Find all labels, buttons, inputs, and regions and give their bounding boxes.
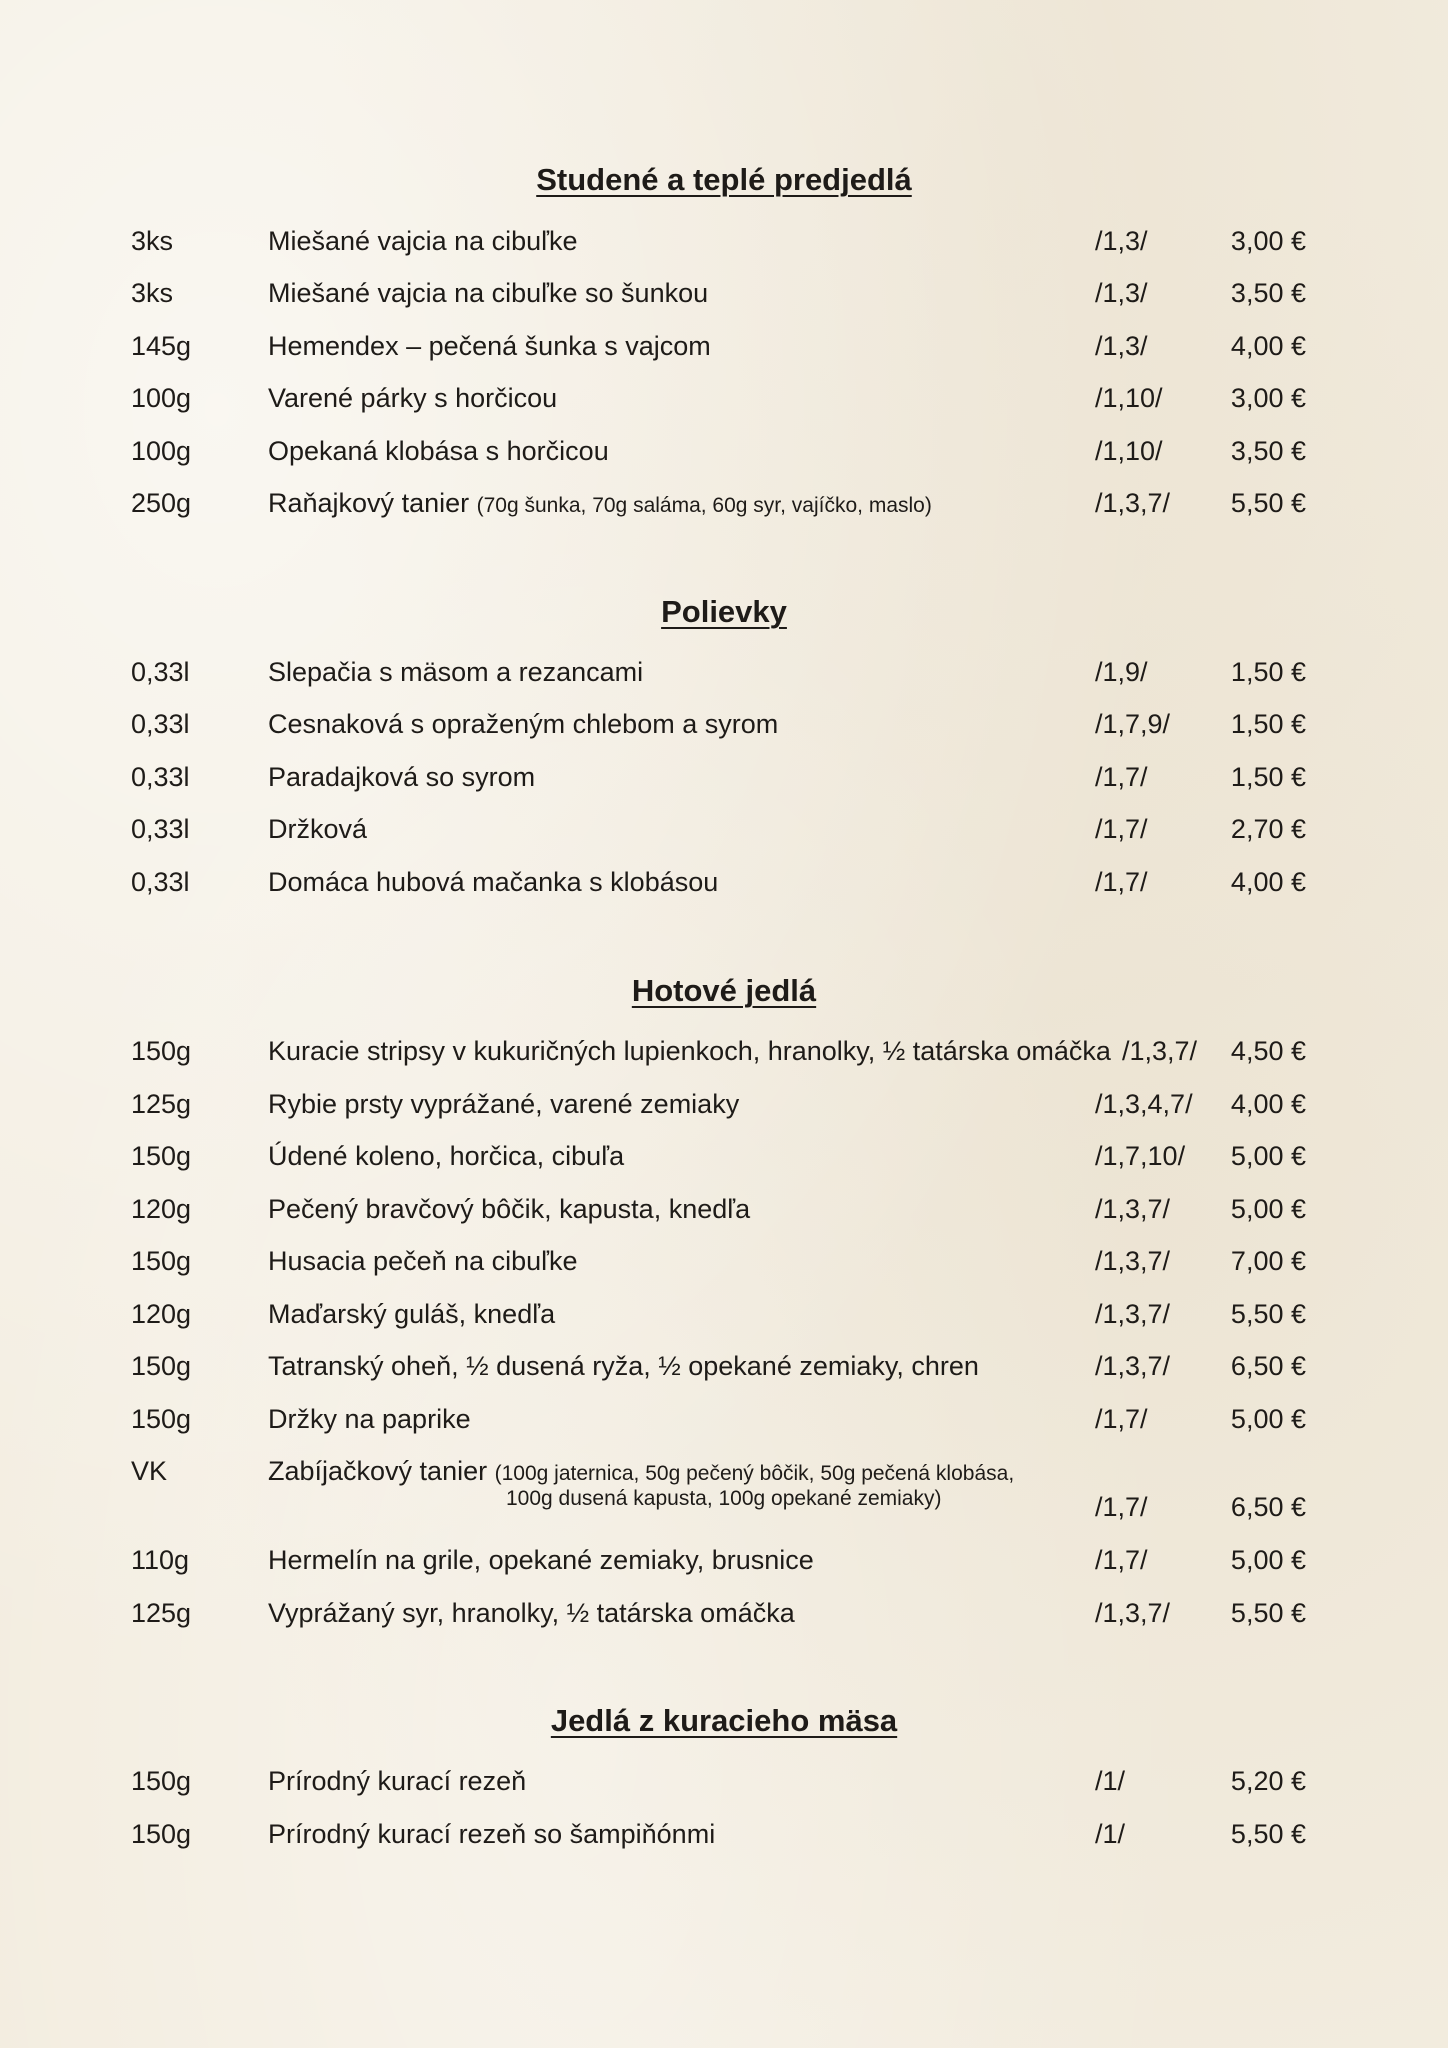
item-quantity: 110g [131, 1545, 190, 1575]
item-name: Vyprážaný syr, hranolky, ½ tatárska omáčka [268, 1598, 795, 1628]
item-quantity: 3ks [131, 278, 174, 308]
menu-item [0, 1235, 1448, 1287]
item-name: Tatranský oheň, ½ dusená ryža, ½ opekané zemiaky, chren [268, 1351, 979, 1381]
item-name: Pečený bravčový bôčik, kapusta, knedľa [268, 1194, 751, 1224]
item-note: (70g šunka, 70g saláma, 60g syr, vajíčko, maslo) [476, 494, 932, 517]
item-price: 4,00 € [1230, 331, 1306, 361]
item-name: Slepačia s mäsom a rezancami [268, 657, 644, 687]
menu-item [0, 1340, 1448, 1392]
menu-item [0, 698, 1448, 750]
item-name: Prírodný kurací rezeň so šampiňónmi [268, 1819, 716, 1849]
item-quantity: 150g [131, 1404, 192, 1434]
item-allergens: /1,7/ [1095, 814, 1148, 844]
item-name: Údené koleno, horčica, cibuľa [268, 1141, 625, 1171]
item-allergens: /1,3,7/ [1122, 1036, 1198, 1066]
item-price: 5,50 € [1230, 1598, 1306, 1628]
menu-item [0, 1078, 1448, 1130]
item-name: Cesnaková s opraženým chlebom a syrom [268, 709, 779, 739]
item-name: Hermelín na grile, opekané zemiaky, brusnice [268, 1545, 814, 1575]
item-allergens: /1,7/ [1095, 867, 1148, 897]
menu-item [0, 803, 1448, 855]
item-allergens: /1,3,7/ [1095, 1351, 1171, 1381]
menu-item [0, 372, 1448, 424]
item-name: Raňajkový tanier [268, 488, 470, 518]
item-allergens: /1,7/ [1095, 762, 1148, 792]
section-title-main-dishes: Hotové jedlá [631, 973, 817, 1008]
item-name: Maďarský guláš, knedľa [268, 1299, 556, 1329]
item-price: 7,00 € [1230, 1246, 1306, 1276]
item-allergens: /1,3,7/ [1095, 1246, 1171, 1276]
item-price: 3,00 € [1230, 226, 1306, 256]
item-quantity: 3ks [131, 226, 174, 256]
item-allergens: /1/ [1095, 1766, 1126, 1796]
menu-item [0, 320, 1448, 372]
item-name: Varené párky s horčicou [268, 383, 558, 413]
item-price: 1,50 € [1230, 657, 1306, 687]
item-quantity: 150g [131, 1246, 192, 1276]
menu-item [0, 425, 1448, 477]
item-allergens: /1,7/ [1095, 1492, 1148, 1522]
item-name: Domáca hubová mačanka s klobásou [268, 867, 719, 897]
item-quantity: 0,33l [131, 814, 190, 844]
item-name: Opekaná klobása s horčicou [268, 436, 609, 466]
menu-item [0, 751, 1448, 803]
item-allergens: /1,7,10/ [1095, 1141, 1186, 1171]
menu-item [0, 1755, 1448, 1807]
menu-item [0, 215, 1448, 267]
item-name: Zabíjačkový tanier [268, 1456, 488, 1486]
menu-item [0, 1808, 1448, 1860]
item-allergens: /1/ [1095, 1819, 1126, 1849]
item-price: 5,50 € [1230, 1819, 1306, 1849]
item-name: Držky na paprike [268, 1404, 471, 1434]
item-quantity: 0,33l [131, 657, 190, 687]
item-price: 2,70 € [1230, 814, 1306, 844]
item-quantity: 120g [131, 1194, 192, 1224]
item-name: Hemendex – pečená šunka s vajcom [268, 331, 711, 361]
item-quantity: 150g [131, 1036, 192, 1066]
item-price: 5,00 € [1230, 1404, 1306, 1434]
menu-item [0, 646, 1448, 698]
menu-item [0, 856, 1448, 908]
item-quantity: 150g [131, 1141, 192, 1171]
item-price: 6,50 € [1230, 1351, 1306, 1381]
section-title-chicken-dishes: Jedlá z kuracieho mäsa [550, 1703, 898, 1738]
item-name: Miešané vajcia na cibuľke so šunkou [268, 278, 709, 308]
menu-item [0, 1587, 1448, 1639]
menu-item [0, 1025, 1448, 1077]
item-price: 1,50 € [1230, 762, 1306, 792]
item-price: 4,50 € [1230, 1036, 1306, 1066]
item-price: 5,00 € [1230, 1194, 1306, 1224]
item-allergens: /1,3/ [1095, 226, 1148, 256]
item-quantity: VK [131, 1456, 168, 1486]
item-price: 6,50 € [1230, 1492, 1306, 1522]
item-name-with-note [268, 477, 932, 532]
menu-item [0, 1183, 1448, 1235]
item-price: 5,50 € [1230, 488, 1306, 518]
item-quantity: 125g [131, 1598, 192, 1628]
menu-item [0, 477, 1448, 529]
item-quantity: 125g [131, 1089, 192, 1119]
item-price: 1,50 € [1230, 709, 1306, 739]
menu-item [0, 267, 1448, 319]
item-price: 4,00 € [1230, 867, 1306, 897]
item-price: 5,00 € [1230, 1141, 1306, 1171]
item-quantity: 150g [131, 1766, 192, 1796]
item-quantity: 150g [131, 1351, 192, 1381]
item-quantity: 145g [131, 331, 192, 361]
item-allergens: /1,3,7/ [1095, 1598, 1171, 1628]
item-quantity: 100g [131, 383, 192, 413]
item-allergens: /1,3,4,7/ [1095, 1089, 1193, 1119]
item-quantity: 100g [131, 436, 192, 466]
item-note: (100g jaternica, 50g pečený bôčik, 50g pečená klobása, [494, 1462, 1015, 1485]
item-name: Rybie prsty vyprážané, varené zemiaky [268, 1089, 740, 1119]
item-price: 5,00 € [1230, 1545, 1306, 1575]
item-name: Miešané vajcia na cibuľke [268, 226, 578, 256]
item-price: 3,50 € [1230, 278, 1306, 308]
item-quantity: 250g [131, 488, 192, 518]
item-allergens: /1,3,7/ [1095, 488, 1171, 518]
item-name: Paradajková so syrom [268, 762, 536, 792]
item-name: Husacia pečeň na cibuľke [268, 1246, 578, 1276]
item-quantity: 120g [131, 1299, 192, 1329]
item-price: 4,00 € [1230, 1089, 1306, 1119]
item-allergens: /1,3,7/ [1095, 1299, 1171, 1329]
menu-item [0, 1130, 1448, 1182]
item-allergens: /1,7/ [1095, 1545, 1148, 1575]
item-quantity: 0,33l [131, 762, 190, 792]
section-title-soups: Polievky [661, 594, 787, 629]
item-allergens: /1,9/ [1095, 657, 1148, 687]
menu-item [0, 1534, 1448, 1586]
item-name: Kuracie stripsy v kukuričných lupienkoch, hranolky, ½ tatárska omáčka [268, 1036, 1111, 1066]
item-allergens: /1,10/ [1095, 383, 1163, 413]
item-allergens: /1,10/ [1095, 436, 1163, 466]
menu-item [0, 1445, 1448, 1533]
item-price: 3,00 € [1230, 383, 1306, 413]
item-price: 5,20 € [1230, 1766, 1306, 1796]
item-allergens: /1,3/ [1095, 278, 1148, 308]
section-title-starters: Studené a teplé predjedlá [536, 162, 912, 197]
menu-item [0, 1288, 1448, 1340]
item-allergens: /1,7/ [1095, 1404, 1148, 1434]
item-allergens: /1,3/ [1095, 331, 1148, 361]
item-name: Držková [268, 814, 368, 844]
item-note-continued: 100g dusená kapusta, 100g opekané zemiaky) [506, 1487, 942, 1510]
item-price: 3,50 € [1230, 436, 1306, 466]
item-allergens: /1,7,9/ [1095, 709, 1171, 739]
item-quantity: 150g [131, 1819, 192, 1849]
menu-item [0, 1393, 1448, 1445]
item-quantity: 0,33l [131, 867, 190, 897]
item-allergens: /1,3,7/ [1095, 1194, 1171, 1224]
item-quantity: 0,33l [131, 709, 190, 739]
item-price: 5,50 € [1230, 1299, 1306, 1329]
item-name: Prírodný kurací rezeň [268, 1766, 527, 1796]
